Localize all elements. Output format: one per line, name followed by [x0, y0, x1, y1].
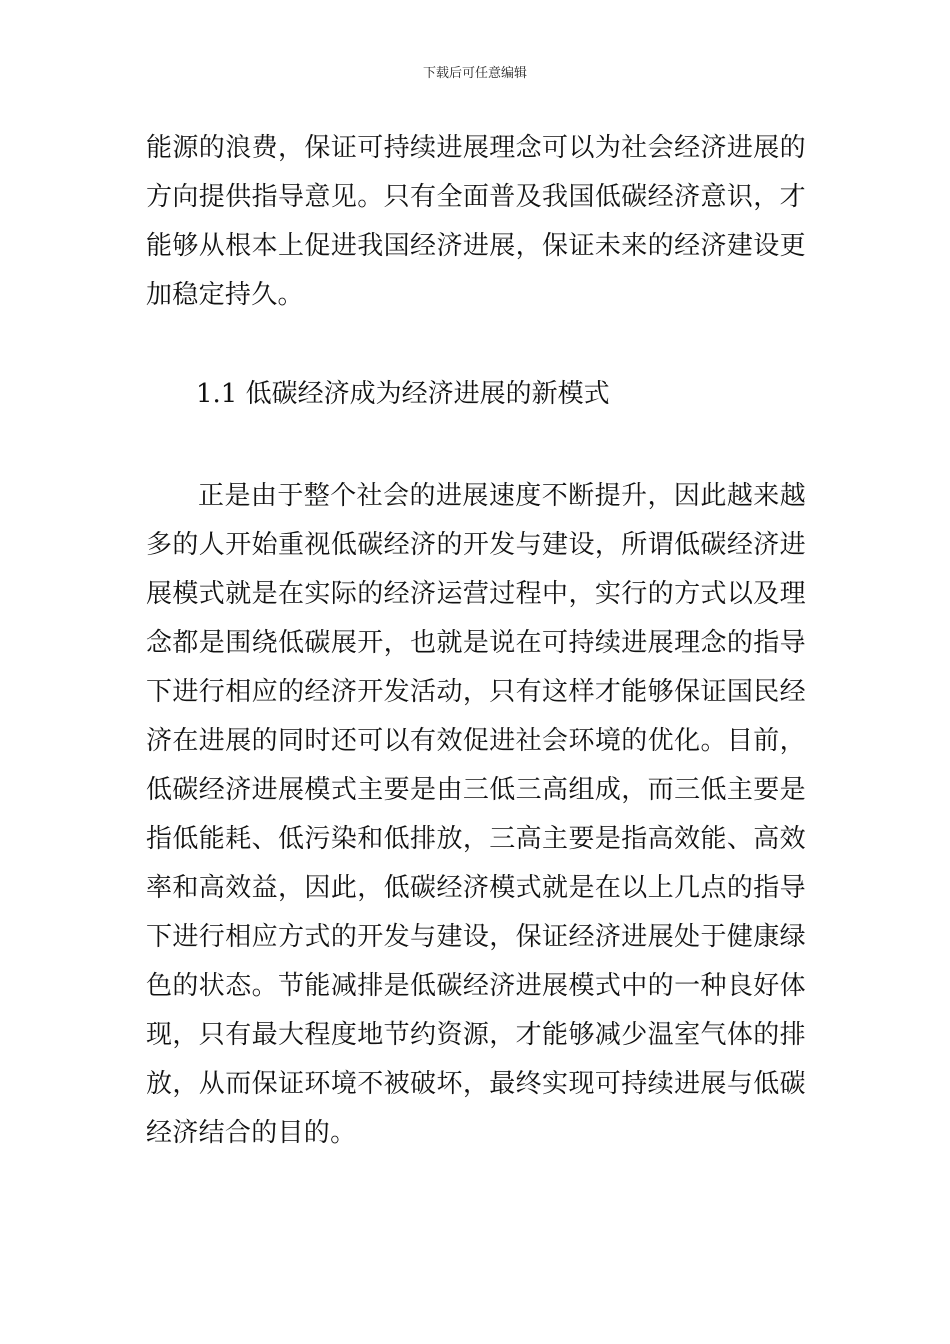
section-heading: 1.1 低碳经济成为经济进展的新模式 [196, 379, 610, 409]
intro-paragraph: 能源的浪费，保证可持续进展理念可以为社会经济进展的方向提供指导意见。只有全面普及我国低碳经济意识，才能够从根本上促进我国经济进展，保证未来的经济建设更加稳定持久。 [146, 133, 806, 310]
body-paragraph: 正是由于整个社会的进展速度不断提升，因此越来越多的人开始重视低碳经济的开发与建设，所谓低碳经济进展模式就是在实际的经济运营过程中，实行的方式以及理念都是围绕低碳展开，也就是说在可持续进展理念的指导下进行相应的经济开发活动，只有这样才能够保证国民经济在进展的同时还可以有效促进社会环境的优化。目前，低碳经济进展模式主要是由三低三高组成，而三低主要是指低能耗、低污染和低排放，三高主要是指高效能、高效率和高效益，因此，低碳经济模式就是在以上几点的指导下进行相应方式的开发与建设，保证经济进展处于健康绿色的状态。节能减排是低碳经济进展模式中的一种良好体现，只有最大程度地节约资源，才能够减少温室气体的排放，从而保证环境不被破坏，最终实现可持续进展与低碳经济结合的目的。 [146, 481, 806, 1148]
page-header-note: 下载后可任意编辑 [422, 66, 527, 81]
